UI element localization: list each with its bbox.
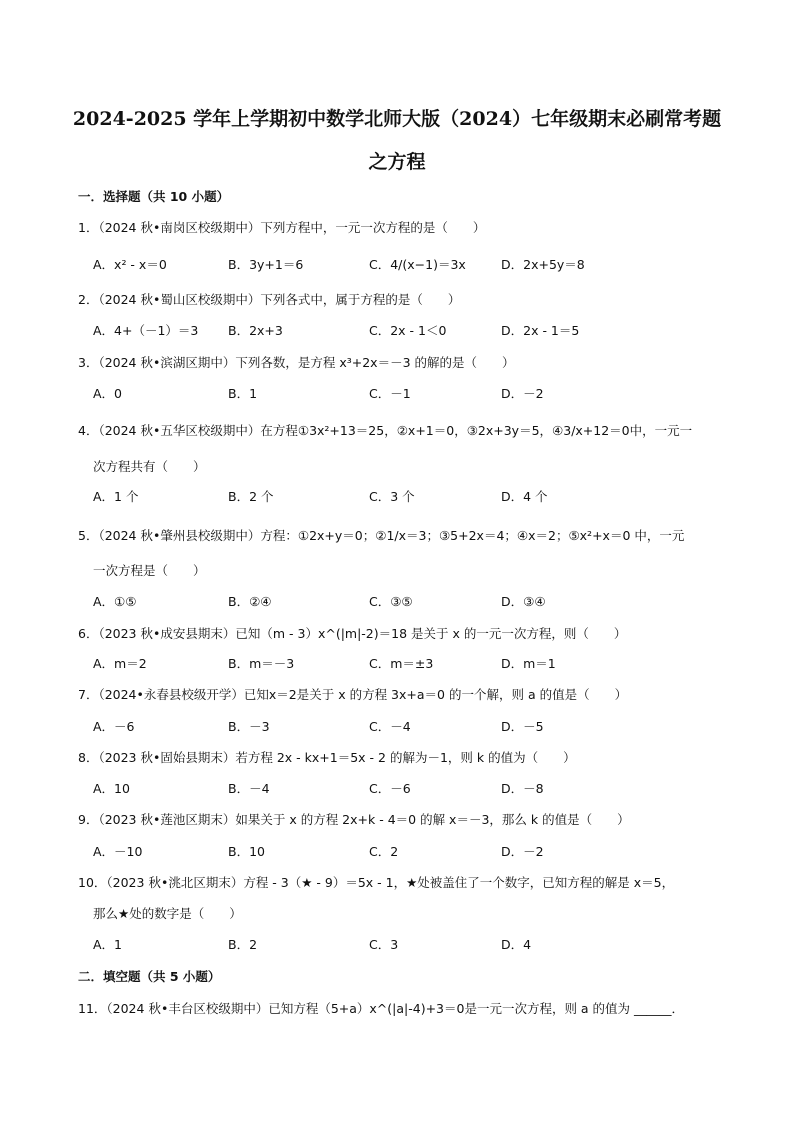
- question-10-stem-continued: 那么★处的数字是（ ）: [93, 906, 242, 921]
- q1-option-a: A．x² - x＝0: [93, 257, 167, 272]
- question-10-stem: 10．（2023 秋•洮北区期末）方程 - 3（★ - 9）＝5x - 1，★处被盖住了一个数字，已知方程的解是 x＝5，: [78, 875, 675, 890]
- section-heading-fill: 二．填空题（共 5 小题）: [78, 969, 221, 984]
- q8-option-c: C．－6: [369, 781, 411, 796]
- q7-option-a: A．－6: [93, 719, 135, 734]
- question-5-stem: 5．（2024 秋•肇州县校级期中）方程：①2x+y＝0；②1/x＝3；③5+2x＝4；④x＝2；⑤x²+x＝0 中，一元: [78, 528, 685, 543]
- q4-option-a: A．1 个: [93, 489, 139, 504]
- q6-option-d: D．m＝1: [501, 656, 556, 671]
- q4-option-c: C．3 个: [369, 489, 415, 504]
- q5-option-a: A．①⑤: [93, 594, 137, 609]
- q2-option-d: D．2x - 1＝5: [501, 323, 580, 338]
- question-4-stem-continued: 次方程共有（ ）: [93, 459, 206, 474]
- q7-option-c: C．－4: [369, 719, 411, 734]
- q9-option-c: C．2: [369, 844, 399, 859]
- question-2-stem: 2．（2024 秋•蜀山区校级期中）下列各式中，属于方程的是（ ）: [78, 292, 461, 307]
- q9-option-d: D．－2: [501, 844, 544, 859]
- page-title-line1: 2024-2025 学年上学期初中数学北师大版（2024）七年级期末必刷常考题: [72, 108, 722, 130]
- q8-option-d: D．－8: [501, 781, 544, 796]
- q10-option-b: B．2: [228, 937, 258, 952]
- q8-option-b: B．－4: [228, 781, 270, 796]
- q3-option-b: B．1: [228, 386, 258, 401]
- q5-option-c: C．③⑤: [369, 594, 413, 609]
- section-heading-choice: 一．选择题（共 10 小题）: [78, 189, 230, 204]
- question-8-stem: 8．（2023 秋•固始县期末）若方程 2x - kx+1＝5x - 2 的解为－1，则 k 的值为（ ）: [78, 750, 576, 765]
- page-title-line2: 之方程: [368, 151, 426, 173]
- q9-option-b: B．10: [228, 844, 265, 859]
- q7-option-d: D．－5: [501, 719, 544, 734]
- question-5-stem-continued: 一次方程是（ ）: [93, 563, 206, 578]
- q4-option-b: B．2 个: [228, 489, 274, 504]
- q2-option-b: B．2x+3: [228, 323, 283, 338]
- q10-option-c: C．3: [369, 937, 399, 952]
- q3-option-c: C．－1: [369, 386, 411, 401]
- q4-option-d: D．4 个: [501, 489, 548, 504]
- q2-option-c: C．2x - 1＜0: [369, 323, 447, 338]
- q6-option-c: C．m＝±3: [369, 656, 434, 671]
- q9-option-a: A．－10: [93, 844, 143, 859]
- q6-option-b: B．m＝－3: [228, 656, 295, 671]
- question-11-stem: 11．（2024 秋•丰台区校级期中）已知方程（5+a）x^(|a|-4)+3＝0是一元一次方程，则 a 的值为 ______．: [78, 1001, 685, 1016]
- q8-option-a: A．10: [93, 781, 130, 796]
- question-3-stem: 3．（2024 秋•滨湖区期中）下列各数，是方程 x³+2x＝－3 的解的是（ ）: [78, 355, 515, 370]
- q2-option-a: A．4+（－1）＝3: [93, 323, 199, 338]
- q1-option-d: D．2x+5y＝8: [501, 257, 585, 272]
- q7-option-b: B．－3: [228, 719, 270, 734]
- question-9-stem: 9．（2023 秋•莲池区期末）如果关于 x 的方程 2x+k - 4＝0 的解 x＝－3，那么 k 的值是（ ）: [78, 812, 630, 827]
- q5-option-b: B．②④: [228, 594, 272, 609]
- q10-option-a: A．1: [93, 937, 123, 952]
- q3-option-d: D．－2: [501, 386, 544, 401]
- question-6-stem: 6．（2023 秋•成安县期末）已知（m - 3）x^(|m|-2)＝18 是关于 x 的一元一次方程，则（ ）: [78, 626, 627, 641]
- q10-option-d: D．4: [501, 937, 532, 952]
- question-1-stem: 1．（2024 秋•南岗区校级期中）下列方程中，一元一次方程的是（ ）: [78, 220, 486, 235]
- question-7-stem: 7．（2024•永春县校级开学）已知x＝2是关于 x 的方程 3x+a＝0 的一个解，则 a 的值是（ ）: [78, 687, 628, 702]
- q1-option-b: B．3y+1＝6: [228, 257, 304, 272]
- question-4-stem: 4．（2024 秋•五华区校级期中）在方程①3x²+13＝25，②x+1＝0，③2x+3y＝5，④3/x+12＝0中，一元一: [78, 423, 693, 438]
- q6-option-a: A．m＝2: [93, 656, 147, 671]
- q3-option-a: A．0: [93, 386, 123, 401]
- q5-option-d: D．③④: [501, 594, 546, 609]
- q1-option-c: C．4/(x−1)＝3x: [369, 257, 466, 272]
